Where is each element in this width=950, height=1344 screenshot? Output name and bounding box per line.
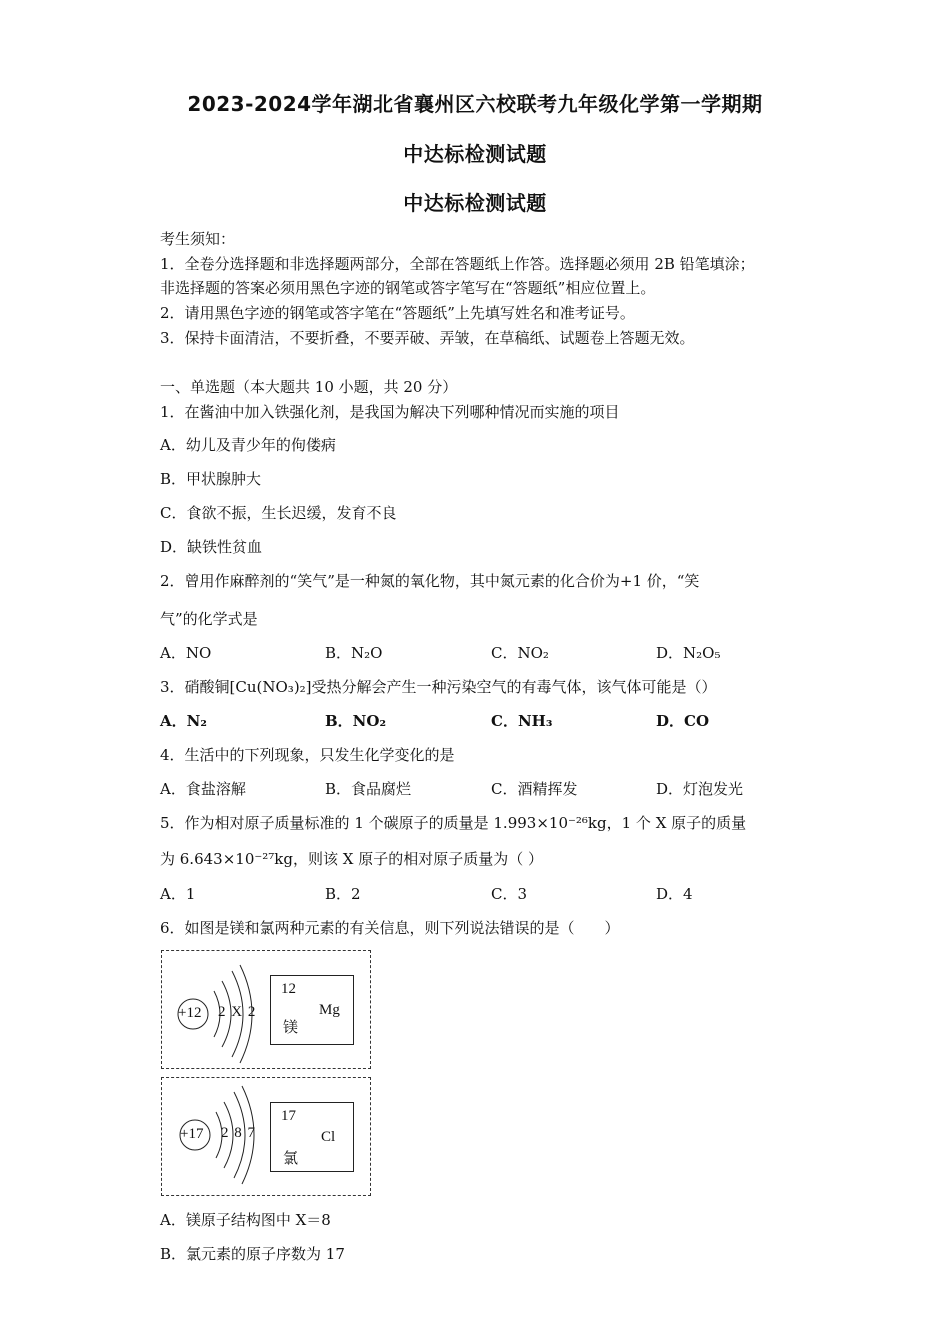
- q4-option-a: A．食盐溶解: [160, 780, 246, 798]
- mg-shells: 2 X 2: [218, 1004, 257, 1020]
- q1-option-b: B．甲状腺肿大: [160, 470, 262, 488]
- q4-option-b: B．食品腐烂: [325, 780, 412, 798]
- mg-atomic-number: 12: [281, 981, 296, 997]
- cl-name: 氯: [283, 1151, 299, 1167]
- notice-item-1a: 1．全卷分选择题和非选择题两部分，全部在答题纸上作答。选择题必须用 2B 铅笔填涂；: [160, 255, 755, 273]
- notice-heading: 考生须知：: [160, 230, 236, 248]
- q4-stem: 4．生活中的下列现象，只发生化学变化的是: [160, 746, 455, 764]
- mg-symbol: Mg: [319, 1002, 340, 1018]
- magnesium-diagram: [161, 950, 371, 1069]
- mg-name: 镁: [283, 1020, 299, 1036]
- q5-option-a: A．1: [160, 885, 196, 903]
- q1-option-c: C．食欲不振，生长迟缓，发育不良: [160, 504, 397, 522]
- chlorine-diagram: [161, 1077, 371, 1196]
- q3-option-d: D．CO: [656, 712, 710, 730]
- cl-symbol: Cl: [321, 1129, 336, 1145]
- q2-stem-1: 2．曾用作麻醉剂的“笑气”是一种氮的氧化物，其中氮元素的化合价为+1 价，“笑: [160, 572, 700, 590]
- mg-element-card: [270, 975, 354, 1045]
- title-line-3: 中达标检测试题: [403, 191, 547, 215]
- q4-option-d: D．灯泡发光: [656, 780, 744, 798]
- notice-item-1b: 非选择题的答案必须用黑色字迹的钢笔或答字笔写在“答题纸”相应位置上。: [160, 279, 656, 297]
- section-heading: 一、单选题（本大题共 10 小题，共 20 分）: [160, 378, 458, 396]
- mg-nucleus: +12: [178, 1005, 202, 1021]
- q5-option-d: D．4: [656, 885, 693, 903]
- cl-element-card: [270, 1102, 354, 1172]
- cl-nucleus: +17: [180, 1126, 204, 1142]
- q1-option-d: D．缺铁性贫血: [160, 538, 263, 556]
- title-line-1: 2023-2024学年湖北省襄州区六校联考九年级化学第一学期期: [187, 92, 763, 116]
- q2-option-b: B．N₂O: [325, 644, 383, 662]
- q1-option-a: A．幼儿及青少年的佝偻病: [160, 436, 336, 454]
- title-line-2: 中达标检测试题: [403, 142, 547, 166]
- q2-option-c: C．NO₂: [491, 644, 549, 662]
- q3-option-c: C．NH₃: [491, 712, 553, 730]
- q5-stem-1: 5．作为相对原子质量标准的 1 个碳原子的质量是 1.993×10⁻²⁶kg，1 个 X 原子的质量: [160, 814, 747, 832]
- q5-option-c: C．3: [491, 885, 528, 903]
- q2-stem-2: 气”的化学式是: [160, 610, 258, 628]
- cl-shells: 2 8 7: [221, 1125, 256, 1141]
- q5-option-b: B．2: [325, 885, 361, 903]
- q6-option-b: B．氯元素的原子序数为 17: [160, 1245, 345, 1263]
- q3-option-b: B．NO₂: [325, 712, 387, 730]
- cl-atomic-number: 17: [281, 1108, 296, 1124]
- q2-option-d: D．N₂O₅: [656, 644, 721, 662]
- q3-stem: 3．硝酸铜[Cu(NO₃)₂]受热分解会产生一种污染空气的有毒气体，该气体可能是（）: [160, 678, 717, 696]
- notice-item-3: 3．保持卡面清洁，不要折叠，不要弄破、弄皱，在草稿纸、试题卷上答题无效。: [160, 329, 695, 347]
- q3-option-a: A．N₂: [160, 712, 207, 730]
- q1-stem: 1．在酱油中加入铁强化剂，是我国为解决下列哪种情况而实施的项目: [160, 403, 620, 421]
- notice-item-2: 2．请用黑色字迹的钢笔或答字笔在“答题纸”上先填写姓名和准考证号。: [160, 304, 635, 322]
- q4-option-c: C．酒精挥发: [491, 780, 578, 798]
- q6-stem: 6．如图是镁和氯两种元素的有关信息，则下列说法错误的是（ ）: [160, 919, 620, 937]
- q5-stem-2: 为 6.643×10⁻²⁷kg，则该 X 原子的相对原子质量为（ ）: [160, 850, 543, 868]
- q2-option-a: A．NO: [160, 644, 212, 662]
- q6-option-a: A．镁原子结构图中 X＝8: [160, 1211, 331, 1229]
